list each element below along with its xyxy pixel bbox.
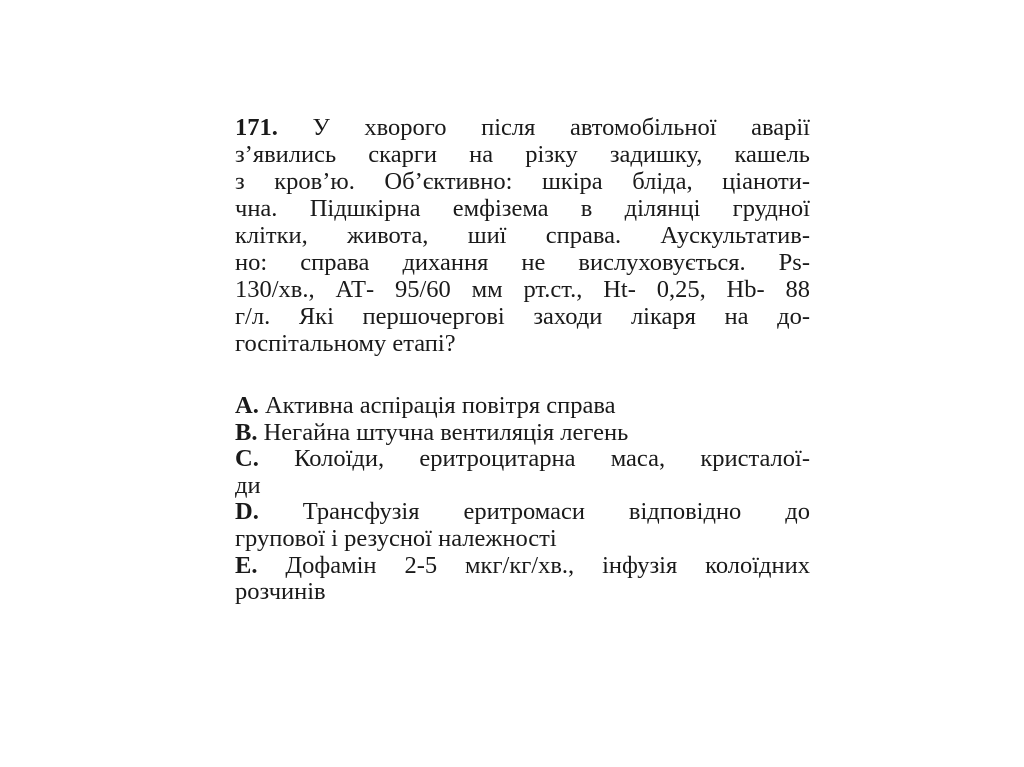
option-e — [235, 553, 810, 580]
option-text: Дофамін 2-5 мкг/кг/хв., інфузія колоїдних — [285, 551, 810, 579]
question-line: но: справа дихання не вислуховується. Ps- — [235, 249, 810, 276]
option-a — [235, 393, 810, 420]
option-letter: E. — [235, 551, 258, 579]
question-line: з кров’ю. Об’єктивно: шкіра бліда, ціаноти- — [235, 168, 810, 195]
option-text: Колоїди, еритроцитарна маса, кристалої- — [294, 445, 810, 473]
option-c — [235, 446, 810, 473]
option-text: Активна аспірація повітря справа — [264, 392, 616, 419]
question-line: г/л. Які першочергові заходи лікаря на до- — [235, 303, 810, 330]
question-line: клітки, живота, шиї справа. Аускультатив- — [235, 222, 810, 249]
option-letter: A. — [235, 392, 259, 419]
option-letter: B. — [235, 418, 258, 446]
option-e-continued: розчинів — [235, 578, 326, 606]
option-text: Негайна штучна вентиляція легень — [263, 418, 629, 446]
question-line-text: У хворого після автомобільної аварії — [312, 114, 810, 141]
option-letter: D. — [235, 498, 259, 526]
option-d — [235, 499, 810, 526]
question-line: з’явились скарги на різку задишку, кашель — [235, 141, 810, 168]
question-line: госпітальному етапі? — [235, 330, 456, 357]
question-line: чна. Підшкірна емфізема в ділянці грудної — [235, 195, 810, 222]
question-line: 130/хв., АТ- 95/60 мм рт.ст., Ht- 0,25, Hb- 88 — [235, 276, 810, 303]
option-letter: C. — [235, 445, 259, 473]
option-c-continued: ди — [235, 471, 261, 499]
question-text — [235, 114, 810, 357]
option-b — [235, 420, 810, 447]
answer-options — [235, 393, 810, 606]
question-line — [235, 114, 810, 141]
option-text: Трансфузія еритромаси відповідно до — [302, 498, 810, 526]
question-number: 171. — [235, 114, 278, 141]
option-d-continued: групової і резусної належності — [235, 524, 557, 552]
